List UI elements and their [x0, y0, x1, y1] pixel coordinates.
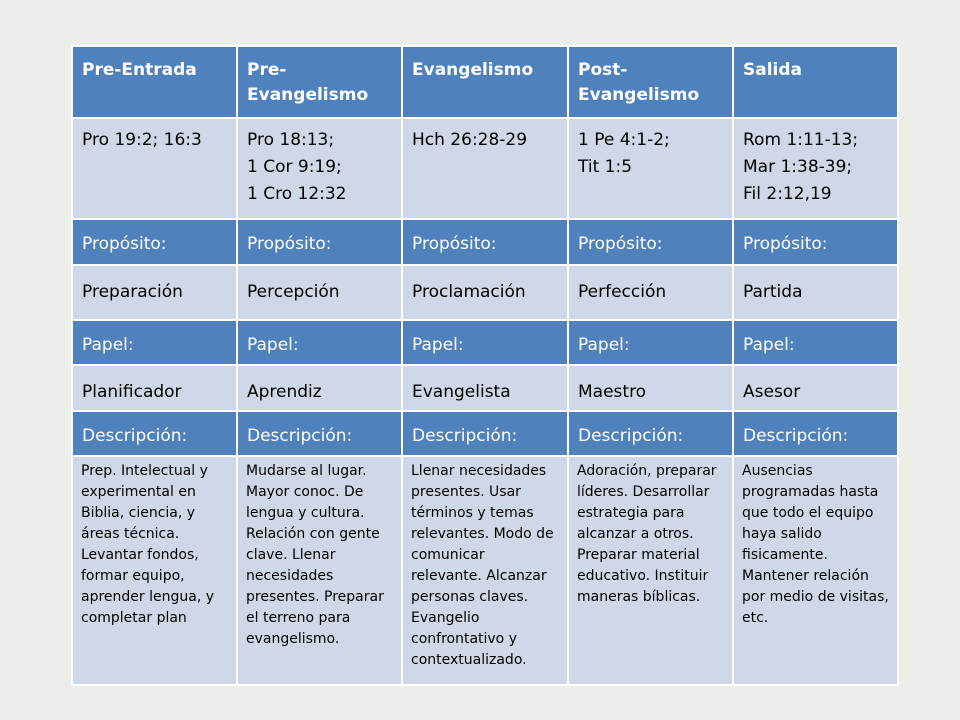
description-cell: Llenar necesidades presentes. Usar términos y temas relevantes. Modo de comunicar relevante. Alcanzar personas claves. Evangelio confrontativo y contextualizado.: [402, 456, 568, 685]
descripcion-row: [72, 456, 898, 685]
value-cell: Proclamación: [402, 265, 568, 320]
label-cell: Descripción:: [72, 411, 237, 456]
label-cell: Propósito:: [402, 219, 568, 265]
papel-label-row: [72, 320, 898, 365]
value-cell: Percepción: [237, 265, 402, 320]
value-cell: Asesor: [733, 365, 898, 411]
value-cell: Maestro: [568, 365, 733, 411]
description-cell: Mudarse al lugar. Mayor conoc. De lengua y cultura. Relación con gente clave. Llenar necesidades presentes. Preparar el terreno para evangelismo.: [237, 456, 402, 685]
header-cell-salida: Salida: [733, 46, 898, 118]
description-cell: Ausencias programadas hasta que todo el equipo haya salido fisicamente. Mantener relación por medio de visitas, etc.: [733, 456, 898, 685]
ref-cell: Rom 1:11-13; Mar 1:38-39; Fil 2:12,19: [733, 118, 898, 219]
label-cell: Propósito:: [237, 219, 402, 265]
label-cell: Papel:: [568, 320, 733, 365]
description-cell: Prep. Intelectual y experimental en Biblia, ciencia, y áreas técnica. Levantar fondos, formar equipo, aprender lengua, y completar plan: [72, 456, 237, 685]
phases-table: [71, 45, 899, 686]
header-cell-post-evangelismo: [568, 46, 733, 118]
header-cell-pre-evangelismo: [237, 46, 402, 118]
label-cell: Propósito:: [733, 219, 898, 265]
header-line: Post-: [578, 60, 628, 80]
label-cell: Propósito:: [568, 219, 733, 265]
value-cell: Preparación: [72, 265, 237, 320]
proposito-row: [72, 265, 898, 320]
header-cell-evangelismo: Evangelismo: [402, 46, 568, 118]
label-cell: Descripción:: [568, 411, 733, 456]
label-cell: Papel:: [402, 320, 568, 365]
header-row: [72, 46, 898, 118]
header-line: Pre-: [247, 60, 287, 80]
descripcion-label-row: [72, 411, 898, 456]
header-cell-pre-entrada: Pre-Entrada: [72, 46, 237, 118]
value-cell: Planificador: [72, 365, 237, 411]
label-cell: Descripción:: [237, 411, 402, 456]
ref-cell: Hch 26:28-29: [402, 118, 568, 219]
value-cell: Aprendiz: [237, 365, 402, 411]
description-cell: Adoración, preparar líderes. Desarrollar estrategia para alcanzar a otros. Preparar material educativo. Instituir maneras bíblicas.: [568, 456, 733, 685]
ref-cell: Pro 19:2; 16:3: [72, 118, 237, 219]
header-line: Evangelismo: [247, 85, 369, 105]
label-cell: Papel:: [237, 320, 402, 365]
label-cell: Papel:: [733, 320, 898, 365]
proposito-label-row: [72, 219, 898, 265]
label-cell: Papel:: [72, 320, 237, 365]
header-line: Evangelismo: [578, 85, 700, 105]
ref-cell: Pro 18:13; 1 Cor 9:19; 1 Cro 12:32: [237, 118, 402, 219]
value-cell: Partida: [733, 265, 898, 320]
references-row: [72, 118, 898, 219]
papel-row: [72, 365, 898, 411]
value-cell: Perfección: [568, 265, 733, 320]
label-cell: Descripción:: [402, 411, 568, 456]
label-cell: Propósito:: [72, 219, 237, 265]
ref-cell: 1 Pe 4:1-2; Tit 1:5: [568, 118, 733, 219]
value-cell: Evangelista: [402, 365, 568, 411]
label-cell: Descripción:: [733, 411, 898, 456]
